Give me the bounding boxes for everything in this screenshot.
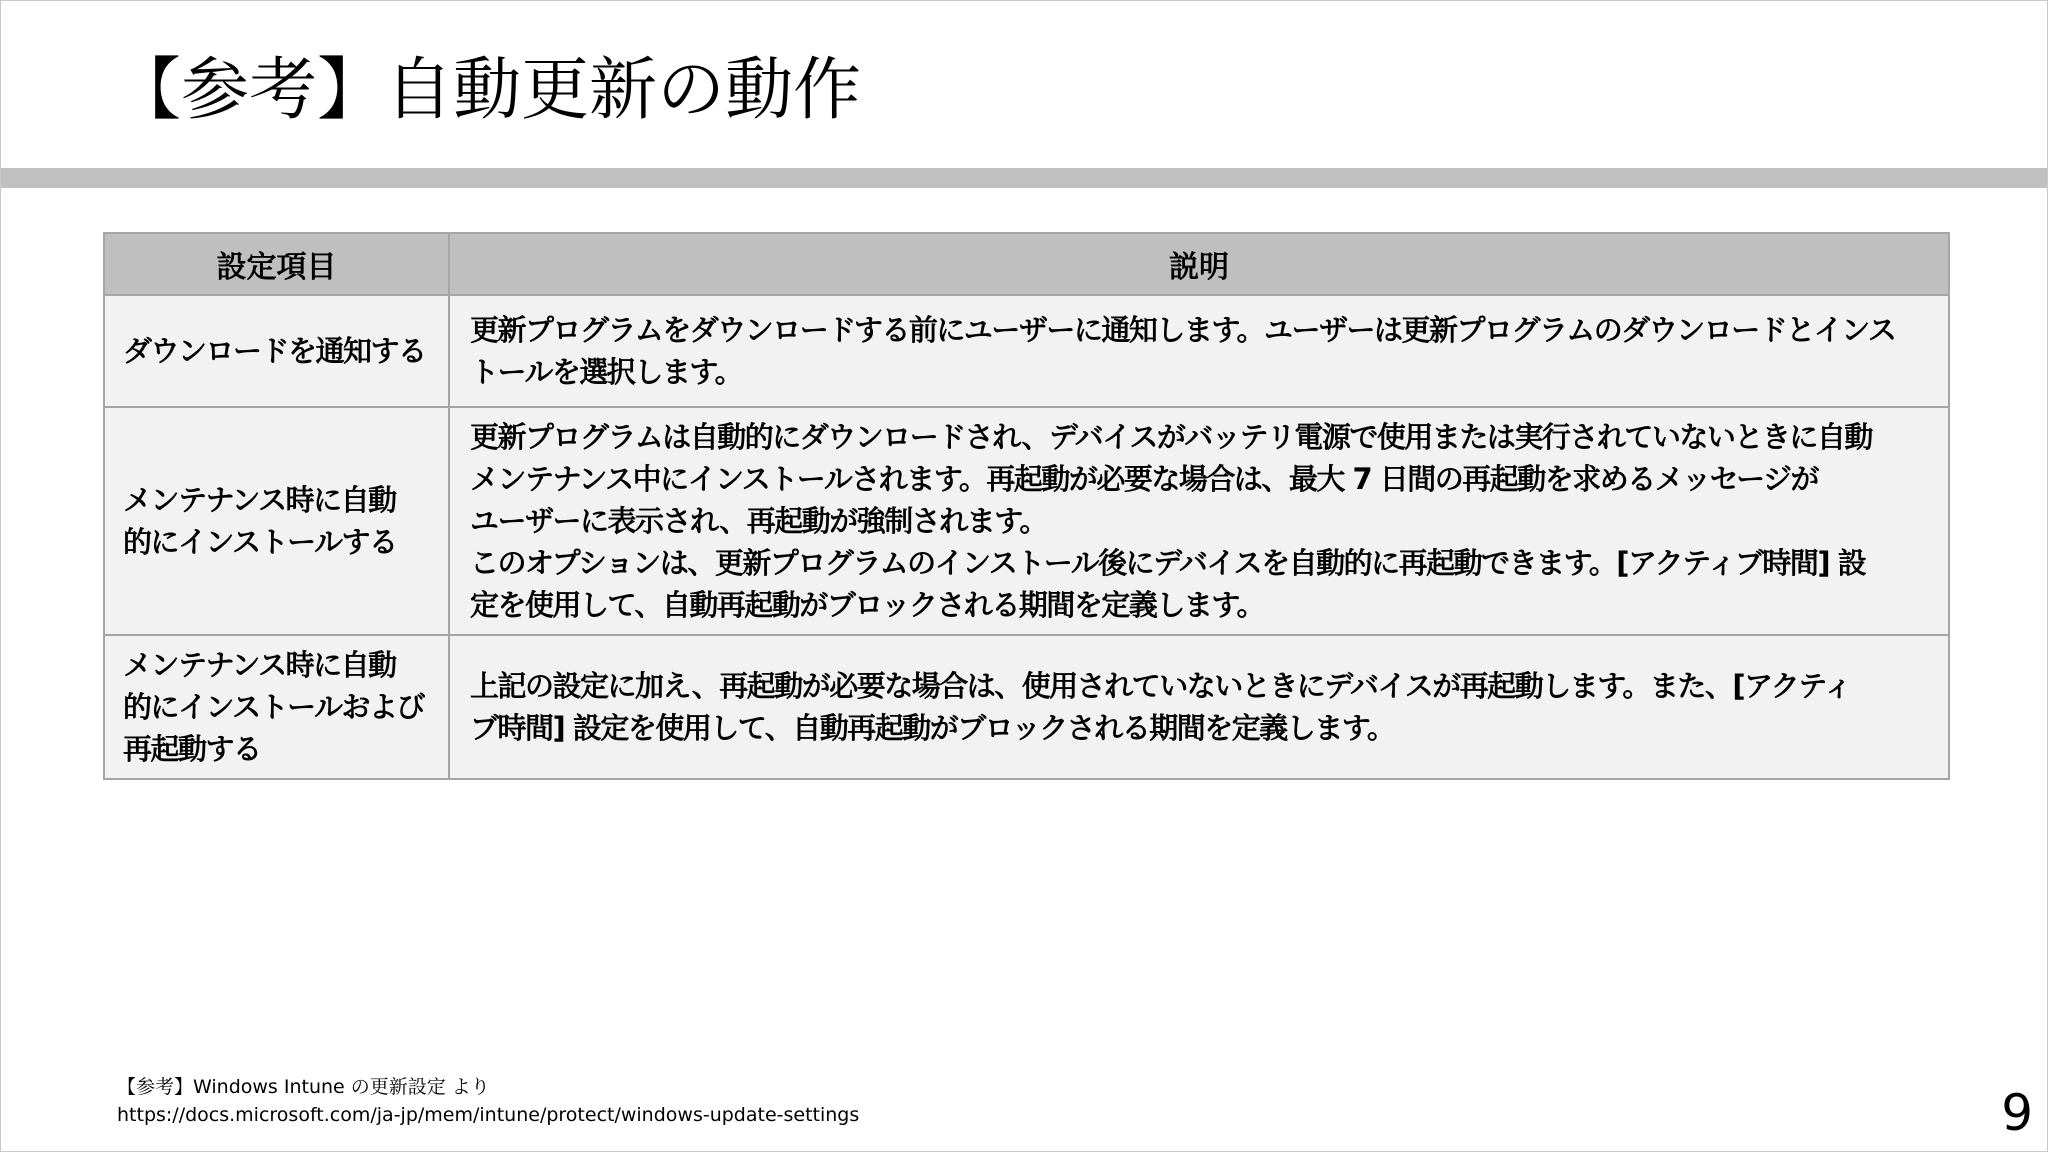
- setting-item-cell: [104, 295, 449, 407]
- setting-item-text: 再起動する: [123, 732, 261, 766]
- description-text: ブ時間] 設定を使用して、自動再起動がブロックされる期間を定義します。: [470, 711, 1395, 745]
- description-text: 上記の設定に加え、再起動が必要な場合は、使用されていないときにデバイスが再起動します。また、[アクティ: [470, 669, 1851, 703]
- header-description: 説明: [449, 233, 1949, 295]
- table-row: [104, 295, 1949, 407]
- setting-item-cell: [104, 407, 449, 635]
- setting-item-text: ダウンロードを通知する: [123, 334, 426, 368]
- description-text: このオプションは、更新プログラムのインストール後にデバイスを自動的に再起動できます。[アクティブ時間] 設: [470, 546, 1866, 580]
- description-text: 定を使用して、自動再起動がブロックされる期間を定義します。: [470, 588, 1265, 622]
- description-cell: [449, 295, 1949, 407]
- description-text: 更新プログラムは自動的にダウンロードされ、デバイスがバッテリ電源で使用または実行されていないときに自動: [470, 420, 1872, 454]
- description-text: メンテナンス中にインストールされます。再起動が必要な場合は、最大 7 日間の再起動を求めるメッセージが: [470, 462, 1819, 496]
- setting-item-text: メンテナンス時に自動: [123, 648, 396, 682]
- table-row: [104, 407, 1949, 635]
- description-text: 更新プログラムをダウンロードする前にユーザーに通知します。ユーザーは更新プログラムのダウンロードとインス: [470, 313, 1896, 347]
- description-text: ユーザーに表示され、再起動が強制されます。: [470, 504, 1047, 538]
- setting-item-cell: [104, 635, 449, 779]
- setting-item-text: 的にインストールする: [123, 525, 397, 559]
- slide-title: 【参考】自動更新の動作: [113, 51, 862, 130]
- source-url: https://docs.microsoft.com/ja-jp/mem/intune/protect/windows-update-settings: [117, 1104, 860, 1126]
- page-number: 9: [2001, 1084, 2033, 1142]
- setting-item-text: 的にインストールおよび: [123, 690, 425, 724]
- title-divider: [1, 168, 2047, 188]
- description-cell: [449, 635, 1949, 779]
- settings-table: [103, 232, 1950, 780]
- setting-item-text: メンテナンス時に自動: [123, 483, 396, 517]
- source-title: 【参考】Windows Intune の更新設定 より: [117, 1076, 490, 1098]
- description-cell: [449, 407, 1949, 635]
- table-header-row: [104, 233, 1949, 295]
- source-note: [117, 1073, 859, 1129]
- header-setting-item: 設定項目: [104, 233, 449, 295]
- description-text: トールを選択します。: [470, 355, 743, 389]
- table-row: [104, 635, 1949, 779]
